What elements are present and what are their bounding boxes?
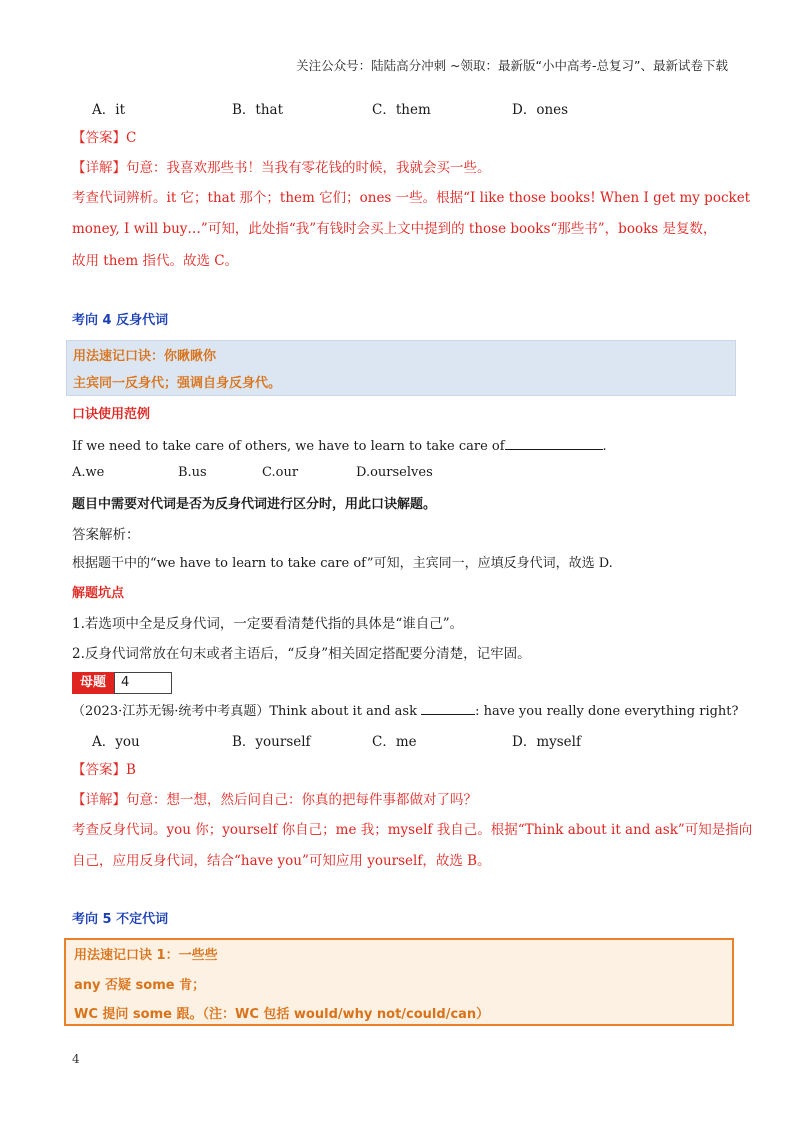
mother-question-options [92,730,652,750]
page-number: 4 [72,1052,80,1066]
mq-option-a: A．you [92,734,140,750]
page-header: 关注公众号：陆陆高分冲刺 ~领取：最新版“小中高考-总复习”、最新试卷下载 [296,58,728,73]
mq-detail-3: 自己，应用反身代词，结合“have you”可知应用 yourself，故选 B。 [72,853,491,869]
mother-answer-blank [421,700,475,715]
mother-question [72,700,739,722]
option-b: B．that [232,102,284,118]
prev-answer: 【答案】C [72,130,137,146]
example-question [72,435,607,457]
mnemonic-line-2: 主宾同一反身代；强调自身反身代。 [73,376,282,391]
example-title: 口诀使用范例 [72,407,151,422]
mq-option-c: C．me [372,734,417,750]
mq-option-d: D．myself [512,734,581,750]
usage-tip: 题目中需要对代词是否为反身代词进行区分时，用此口诀解题。 [72,497,437,512]
mnemonic-line-1: 用法速记口诀：你瞅瞅你 [73,349,217,364]
example-option-b: B.us [178,465,207,480]
prev-detail-1: 【详解】句意：我喜欢那些书！当我有零花钱的时候，我就会买一些。 [72,160,491,176]
mnemonic-box-5 [64,938,734,1026]
prev-detail-4: 故用 them 指代。故选 C。 [72,253,239,269]
mother-question-text: （2023·江苏无锡·统考中考真题）Think about it and ask [72,704,417,719]
example-option-d: D.ourselves [356,465,433,480]
mq-answer: 【答案】B [72,762,136,778]
pitfall-title: 解题坑点 [72,586,125,601]
mnemonic5-line-1: 用法速记口诀 1：一些些 [74,948,218,963]
pitfall-2: 2.反身代词常放在句末或者主语后，“反身”相关固定搭配要分清楚，记牢固。 [72,646,531,662]
answer-blank [505,435,603,450]
option-a: A．it [92,102,125,118]
mnemonic-box-4 [66,340,736,396]
prev-detail-2: 考查代词辨析。it 它；that 那个；them 它们；ones 一些。根据“I like those books! When I get my pocket [72,190,751,206]
mother-question-number: 4 [114,672,172,694]
example-option-c: C.our [262,465,299,480]
mother-question-tag [72,672,172,694]
mother-question-label: 母题 [72,672,114,694]
mq-detail-2: 考查反身代词。you 你；yourself 你自己；me 我；myself 我自己。根据“Think about it and ask”可知是指向 [72,822,753,838]
mnemonic5-line-2: any 否疑 some 肯； [74,978,206,993]
prev-question-options [92,98,652,118]
example-option-a: A.we [72,465,105,480]
pitfall-1: 1.若选项中全是反身代词，一定要看清楚代指的具体是“谁自己”。 [72,616,464,632]
mother-question-end: : have you really done everything right? [475,704,739,719]
section-4-heading: 考向 4 反身代词 [72,313,169,328]
analysis-text: 根据题干中的“we have to learn to take care of”可知，主宾同一，应填反身代词，故选 D. [72,556,613,571]
example-question-end: . [602,439,607,454]
prev-detail-3: money, I will buy…”可知，此处指“我”有钱时会买上文中提到的 those books“那些书”，books 是复数， [72,221,717,237]
mnemonic5-line-3: WC 提问 some 跟。（注：WC 包括 would/why not/could/can） [74,1007,490,1022]
analysis-label: 答案解析： [72,527,140,543]
option-d: D．ones [512,102,569,118]
option-c: C．them [372,102,431,118]
example-question-text: If we need to take care of others, we have to learn to take care of [72,439,505,454]
mq-option-b: B．yourself [232,734,311,750]
example-options [72,465,433,480]
section-5-heading: 考向 5 不定代词 [72,912,169,927]
mq-detail-1: 【详解】句意：想一想，然后问自己：你真的把每件事都做对了吗？ [72,792,477,808]
